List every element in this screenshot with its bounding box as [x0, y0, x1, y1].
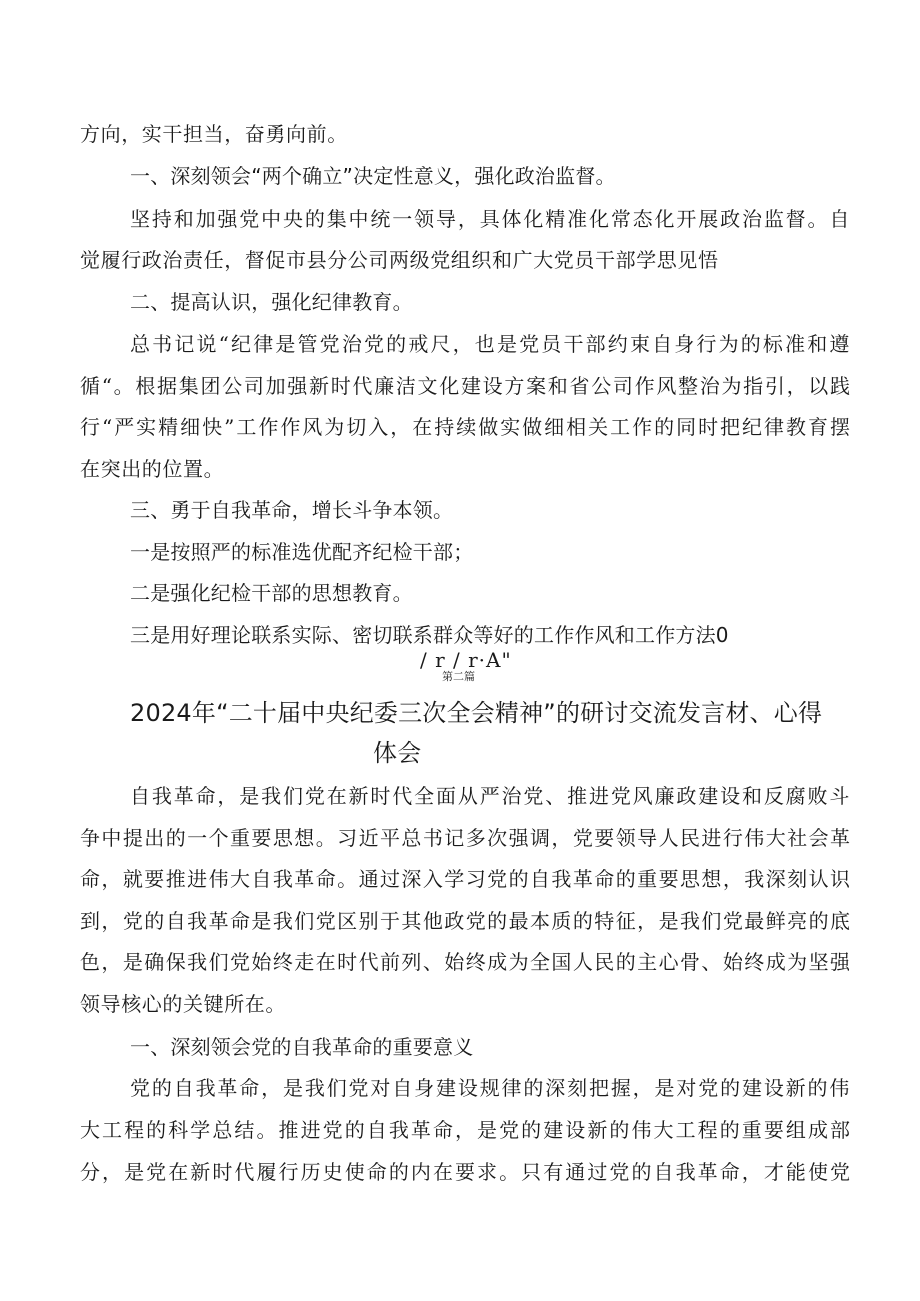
- text-line: 循“。根据集团公司加强新时代廉洁文化建设方案和省公司作风整治为指引，以践: [80, 374, 850, 398]
- text-line: 争中提出的一个重要思想。习近平总书记多次强调，党要领导人民进行伟大社会革: [80, 826, 850, 850]
- section-heading: 一、深刻领会党的自我革命的重要意义: [130, 1035, 474, 1059]
- text-line: 领导核心的关键所在。: [80, 992, 286, 1016]
- text-line: 总书记说“纪律是管党治党的戒尺，也是党员干部约束自身行为的标准和遵: [130, 332, 850, 356]
- text-line: 党的自我革命，是我们党对自身建设规律的深刻把握，是对党的建设新的伟: [130, 1076, 850, 1100]
- text-line: 方向，实干担当，奋勇向前。: [80, 122, 348, 146]
- section-heading: 二、提高认识，强化纪律教育。: [130, 290, 413, 314]
- list-item: 三是用好理论联系实际、密切联系群众等好的工作作风和工作方法0: [130, 623, 729, 647]
- text-line: 自我革命，是我们党在新时代全面从严治党、推进党风廉政建设和反腐败斗: [130, 784, 850, 808]
- garbled-separator: / r / r·A": [420, 648, 512, 672]
- section-heading: 一、深刻领会“两个确立”决定性意义，强化政治监督。: [130, 164, 616, 188]
- article-title-continuation: 体会: [373, 739, 422, 767]
- text-line: 分，是党在新时代履行历史使命的内在要求。只有通过党的自我革命，才能使党: [80, 1160, 850, 1184]
- part-label: 第二篇: [442, 670, 475, 683]
- text-line: 坚持和加强党中央的集中统一领导，具体化精准化常态化开展政治监督。自: [130, 207, 850, 231]
- section-heading: 三、勇于自我革命，增长斗争本领。: [130, 498, 454, 522]
- article-title: 2024年“二十届中央纪委三次全会精神”的研讨交流发言材、心得: [130, 699, 823, 727]
- list-item: 一是按照严的标准选优配齐纪检干部；: [130, 540, 474, 564]
- text-line: 行“严实精细快”工作作风为切入，在持续做实做细相关工作的同时把纪律教育摆: [80, 415, 850, 439]
- text-line: 觉履行政治责任，督促市县分公司两级党组织和广大党员干部学思见悟: [80, 248, 719, 272]
- text-line: 大工程的科学总结。推进党的自我革命，是党的建设新的伟大工程的重要组成部: [80, 1118, 850, 1142]
- text-line: 色，是确保我们党始终走在时代前列、始终成为全国人民的主心骨、始终成为坚强: [80, 950, 850, 974]
- text-line: 到，党的自我革命是我们党区别于其他政党的最本质的特征，是我们党最鲜亮的底: [80, 909, 850, 933]
- text-line: 命，就要推进伟大自我革命。通过深入学习党的自我革命的重要思想，我深刻认识: [80, 867, 850, 891]
- list-item: 二是强化纪检干部的思想教育。: [130, 581, 413, 605]
- text-line: 在突出的位置。: [80, 457, 225, 481]
